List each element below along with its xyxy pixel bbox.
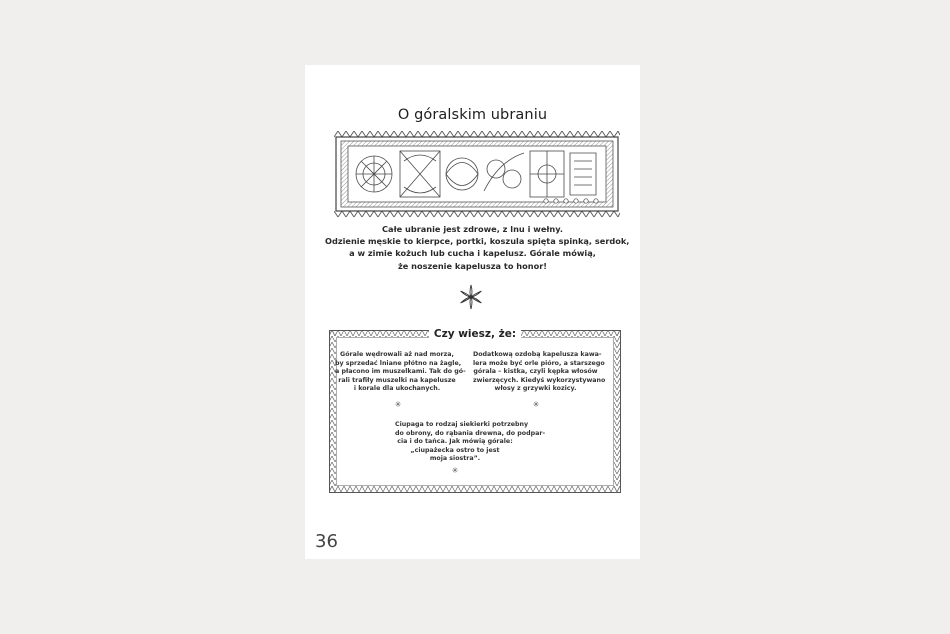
fact-line: by sprzedać lniane płótno na żagle,	[335, 359, 462, 367]
box-heading	[305, 328, 645, 340]
page-number: 36	[315, 531, 338, 552]
fact-line: górala – kistka, czyli kępka włosów	[473, 368, 598, 376]
book-page	[305, 65, 640, 559]
asterisk-icon: ✳	[532, 400, 540, 409]
fact-block-3	[395, 421, 546, 464]
box-heading-text: Czy wiesz, że:	[429, 328, 521, 340]
fact-block-2	[473, 351, 606, 394]
fact-line: zwierzęcych. Kiedyś wykorzystywano	[473, 376, 606, 384]
fact-block-1	[335, 351, 466, 394]
flower-star-icon	[458, 284, 484, 310]
intro-line: że noszenie kapelusza to honor!	[398, 260, 547, 271]
fact-line: „ciupażecka ostro to jest	[410, 446, 500, 454]
fact-line: Górale wędrowali aż nad morza,	[340, 351, 454, 358]
page-title: O góralskim ubraniu	[397, 107, 548, 123]
asterisk-icon: ✳	[394, 400, 402, 409]
fact-line: Ciupaga to rodzaj siekierki potrzebny	[395, 421, 529, 428]
asterisk-icon: ✳	[451, 466, 459, 475]
fact-line: rali trafiły muszelki na kapelusze	[338, 376, 456, 384]
fact-line: moja siostra”.	[429, 455, 481, 463]
fact-line: a płacono im muszelkami. Tak do gó-	[335, 368, 466, 376]
fact-line: włosy z grzywki kozicy.	[494, 385, 577, 393]
fact-line: cia i do tańca. Jak mówią górale:	[397, 438, 513, 446]
fact-line: lera może być orle pióro, a starszego	[473, 359, 605, 367]
fact-line: i korale dla ukochanych.	[353, 385, 441, 393]
fact-line: Dodatkową ozdobą kapelusza kawa-	[473, 351, 602, 358]
folk-ornament-panel	[334, 131, 620, 217]
intro-line: Całe ubranie jest zdrowe, z lnu i wełny.	[382, 224, 563, 234]
intro-line: Odzienie męskie to kierpce, portki, koszula spięta spinką, serdok,	[325, 236, 630, 247]
intro-line: a w zimie kożuch lub cucha i kapelusz. Górale mówią,	[349, 248, 596, 259]
intro-text	[325, 223, 630, 272]
fact-line: do obrony, do rąbania drewna, do podpar-	[395, 429, 546, 437]
